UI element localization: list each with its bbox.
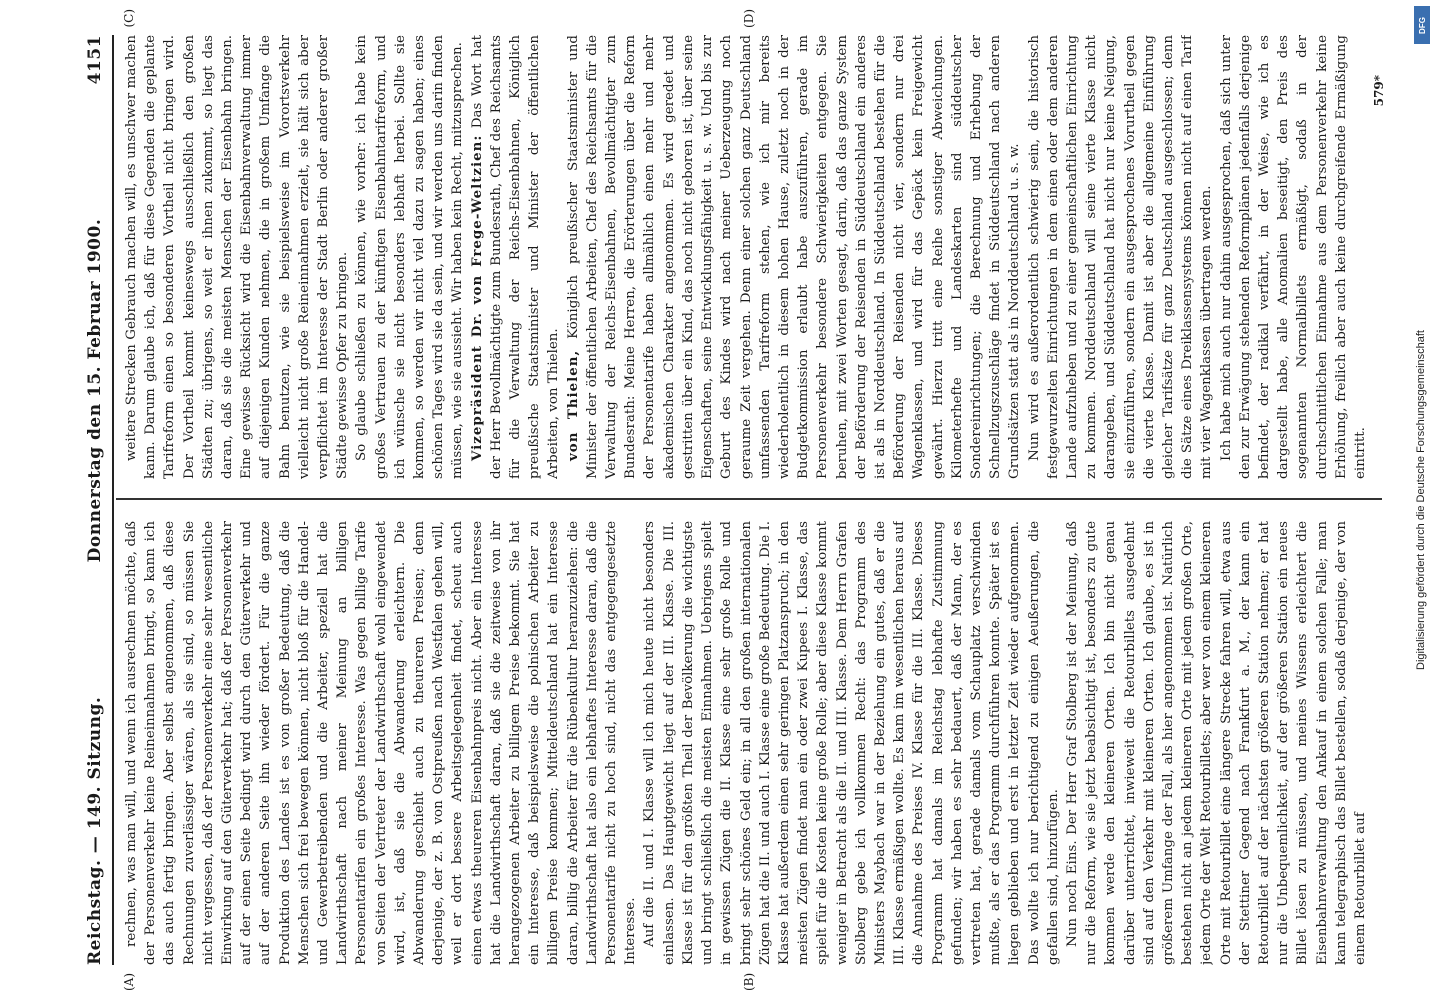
margin-marker-c: (C) — [122, 9, 136, 28]
column-rule — [116, 499, 1382, 501]
speaker-name: von Thielen, — [564, 349, 581, 461]
paragraph — [564, 35, 1025, 479]
paragraph: Nun wird es außerordentlich schwierig sein, die historisch festgewurzelten Einrichtungen in dem einen oder dem anderen Lande aufzuheben und zu einer gemeinschaftlichen Einrichtung zu kommen. Norddeutschland will seine vierte Klasse nicht darangeben, und Süddeutschland hat nicht nur keine Neigung, sie einzuführen, sondern ein ausgesprochenes Vorurtheil gegen die vierte Klasse. Damit ist aber die allgemeine Einführung gleicher Tarifsätze für ganz Deutschland ausgeschlossen; denn die Sätze eines Dreiklassensystems können nicht auf einen Tarif mit vier Wagenklassen übertragen werden. — [1026, 35, 1215, 479]
paragraph — [468, 35, 564, 479]
scanned-page — [52, 0, 1412, 1000]
margin-marker-a: (A) — [122, 972, 136, 991]
left-column — [122, 521, 1382, 965]
speech-text: Königlich preußischer Staatsminister und Minister der öffentlichen Arbeiten, Chef des Reichsamts für die Verwaltung der Reichs-Eisenbahnen, Bevollmächtigter zum Bundesrath: Meine Herren, die Erörterungen über die Reform der Personentarife haben allmählich einen mehr und mehr akademischen Charakter angenommen. Es wird geredet und gestritten über ein Kind, das noch nicht geboren ist, über seine Eigenschaften, seine Entwicklungsfähigkeit u. s. w. Und bis zur Geburt des Kindes wird nach meiner Ueberzeugung noch geraume Zeit vergehen. Denn einer solchen ganz Deutschland umfassenden Tarifreform stehen, wie ich mir bereits wiederholentlich in diesem hohen Hause, zuletzt noch in der Budgetkommission erlaubt habe auszuführen, gerade im Personenverkehr besondere Schwierigkeiten entgegen. Sie beruhen, mit zwei Worten gesagt, darin, daß das ganze System der Beförderung der Reisenden in Süddeutschland ein anderes ist als in Norddeutschland. In Süddeutschland bestehen für die Beförderung der Reisenden nicht vier, sondern nur drei Wagenklassen, und wird für das Gepäck kein Freigewicht gewährt. Hierzu tritt eine Reihe sonstiger Abweichungen. Kilometerhefte und Landeskarten sind süddeutscher Sondereinrichtungen; die Berechnung und Erhebung der Schnellzugszuschläge findet in Süddeutschland nach anderen Grundsätzen statt als in Norddeutschland u. s. w. — [565, 35, 1023, 479]
header-left: Reichstag. — 149. Sitzung. — [85, 696, 105, 965]
page-number: 4151 — [85, 35, 105, 85]
speaker-name: Vizepräsident Dr. von Frege-Weltzien: — [468, 134, 485, 461]
rotated-page-content — [82, 9, 1386, 991]
speech-text: Das Wort hat der Herr Bevollmächtigte zum Bundesrath, Chef des Reichsamts für die Verwaltung der Reichs-Eisenbahnen, Königlich preußische Staatsminister und Minister der öffentlichen Arbeiten, von Thielen. — [469, 35, 562, 479]
dfg-logo: DFG — [1414, 6, 1430, 44]
margin-marker-d: (D) — [742, 9, 756, 28]
header-rule — [112, 35, 114, 965]
paragraph: So glaube schließen zu können, wie vorher: ich habe kein großes Vertrauen zu der künftigen Eisenbahntarifreform, und ich wünsche sie nicht besonders lebhaft herbei. Sollte sie kommen, so werden wir nicht viel dazu zu sagen haben; eines schönen Tages wird sie da sein, und wir werden uns darin finden müssen, wie sie aussieht. Wir haben kein Recht, mitzusprechen. — [354, 35, 466, 479]
sidebar-credit: Digitalisierung gefördert durch die Deutsche Forschungsgemeinschaft — [1415, 330, 1427, 670]
paragraph: Ich habe mich auch nur dahin ausgesprochen, daß sich unter den zur Erwägung stehenden Reformplänen jedenfalls derjenige befindet, der radikal verfährt, in der Weise, wie ich es dargestellt habe, alle Anomalien beseitigt, den Preis des sogenannten Normalbillets ermäßigt, sodaß in der durchschnittlichen Einnahme aus dem Personenverkehr keine Erhöhung, freilich aber auch keine durchgreifende Ermäßigung eintritt. — [1218, 35, 1368, 479]
margin-marker-b: (B) — [742, 972, 756, 991]
paragraph: Nun noch Eins. Der Herr Graf Stolberg ist der Meinung, daß nur die Reform, wie sie jetzt beabsichtigt ist, besonders zu gute kommen werde den kleineren Orten. Ich bin nicht genau darüber unterrichtet, inwieweit die Retourbillets ausgedehnt sind auf den Verkehr mit kleineren Orten. Ich glaube, es ist in größerem Umfange der Fall, als hier angenommen ist. Natürlich bestehen nicht an jedem kleineren Orte mit jedem großen Orte, jedem Orte der Welt Retourbillets; aber wer von einem kleineren Orte mit Retourbillet eine längere Strecke fahren will, etwa aus der Stettiner Gegend nach Frankfurt a. M., der kann ein Retourbillet auf der nächsten größeren Station nehmen; er hat nur die Unbequemlichkeit, auf der größeren Station ein neues Billet lösen zu müssen, und meines Wissens erleichtert die Eisenbahnverwaltung den Ankauf in einem solchen Falle; man kann telegraphisch das Billet bestellen, sodaß derjenige, der von einem Retourbillet auf — [1064, 521, 1368, 965]
header-date: Donnerstag den 15. Februar 1900. — [85, 218, 105, 563]
printer-signature: 579* — [1372, 75, 1386, 107]
digitization-sidebar — [1408, 0, 1434, 1000]
right-column — [122, 35, 1382, 479]
paragraph: weitere Strecken Gebrauch machen will, es unschwer machen kann. Darum glaube ich, daß für diese Gegenden die geplante Tarifreform einen so besonderen Vortheil nicht bringen wird. Der Vortheil kommt keineswegs ausschließlich den großen Städten zu; übrigens, so weit er ihnen zukommt, so liegt das daran, daß sie die meisten Menschen der Eisenbahn bringen. Eine gewisse Rücksicht wird die Eisenbahnverwaltung immer auf diejenigen Kunden nehmen, die in großem Umfange die Bahn benutzen, wie sie beispielsweise im Vorortsverkehr vielleicht nicht große Reineinnahmen erzielt, sie hält sich aber verpflichtet im Interesse der Stadt Berlin oder anderer großer Städte gewisse Opfer zu bringen. — [124, 35, 351, 479]
paragraph: rechnen, was man will, und wenn ich ausrechnen möchte, daß der Personenverkehr keine Reineinnahmen bringt, so kann ich das auch fertig bringen. Aber selbst angenommen, daß diese Rechnungen zuverlässiger wären, als sie sind, so müssen Sie nicht vergessen, daß der Personenverkehr eine sehr wesentliche Einwirkung auf den Güterverkehr hat; daß der Personenverkehr auf der einen Seite bedingt wird durch den Güterverkehr und auf der anderen Seite ihn wieder fördert. Für die ganze Produktion des Landes ist es von großer Bedeutung, daß die Menschen sich frei bewegen können, nicht bloß für die Handel- und Gewerbetreibenden und die Arbeiter, speziell hat die Landwirthschaft nach meiner Meinung an billigen Personentarifen ein großes Interesse. Was gegen billige Tarife von Seiten der Vertreter der Landwirthschaft wohl eingewendet wird, ist, daß sie die Abwanderung erleichtern. Die Abwanderung geschieht auch zu theureren Preisen; denn derjenige, der z. B. von Ostpreußen nach Westfalen gehen will, weil er dort bessere Arbeitsgelegenheit findet, scheut auch einen etwas theureren Eisenbahnpreis nicht. Aber ein Interesse hat die Landwirthschaft daran, daß sie die zeitweise von ihr herangezogenen Arbeiter zu billigem Preise bekommt. Sie hat ein Interesse, daß beispielsweise die polnischen Arbeiter zu billigem Preise kommen; Mitteldeutschland hat ein Interesse daran, billig die Arbeiter für die Rübenkultur heranzuziehen: die Landwirthschaft hat also ein lebhaftes Interesse daran, daß die Personentarife nicht zu hoch sind, nicht das entgegengesetzte Interesse. — [124, 521, 639, 965]
paragraph: Auf die II. und I. Klasse will ich mich heute nicht besonders einlassen. Das Hauptgewicht liegt auf der III. Klasse. Die III. Klasse ist für den größten Theil der Bevölkerung die wichtigste und bringt schließlich die meisten Einnahmen. Uebrigens spielt in gewissen Zügen die II. Klasse eine sehr große Rolle und bringt sehr schönes Geld ein; in all den großen internationalen Zügen hat die II. und auch I. Klasse eine große Bedeutung. Die I. Klasse hat außerdem einen sehr geringen Platzanspruch; in den meisten Zügen findet man ein oder zwei Kupees I. Klasse, das spielt für die Kosten keine große Rolle; aber diese Klasse kommt weniger in Betracht als die II. und III. Klasse. Dem Herrn Grafen Stolberg gebe ich vollkommen Recht: das Programm des Ministers Maybach war in der Beziehung ein gutes, daß er die III. Klasse ermäßigen wollte. Es kam im wesentlichen heraus auf die Annahme des Preises IV. Klasse für die III. Klasse. Dieses Programm hat damals im Reichstag lebhafte Zustimmung gefunden; wir haben es sehr bedauert, daß der Mann, der es vertreten hat, gerade damals vom Schauplatz verschwinden mußte, als er das Programm durchführen konnte. Später ist es liegen geblieben und erst in letzter Zeit wieder aufgenommen. Das wollte ich nur berichtigend zu einigen Aeußerungen, die gefallen sind, hinzufügen. — [642, 521, 1061, 965]
running-header — [82, 35, 108, 965]
